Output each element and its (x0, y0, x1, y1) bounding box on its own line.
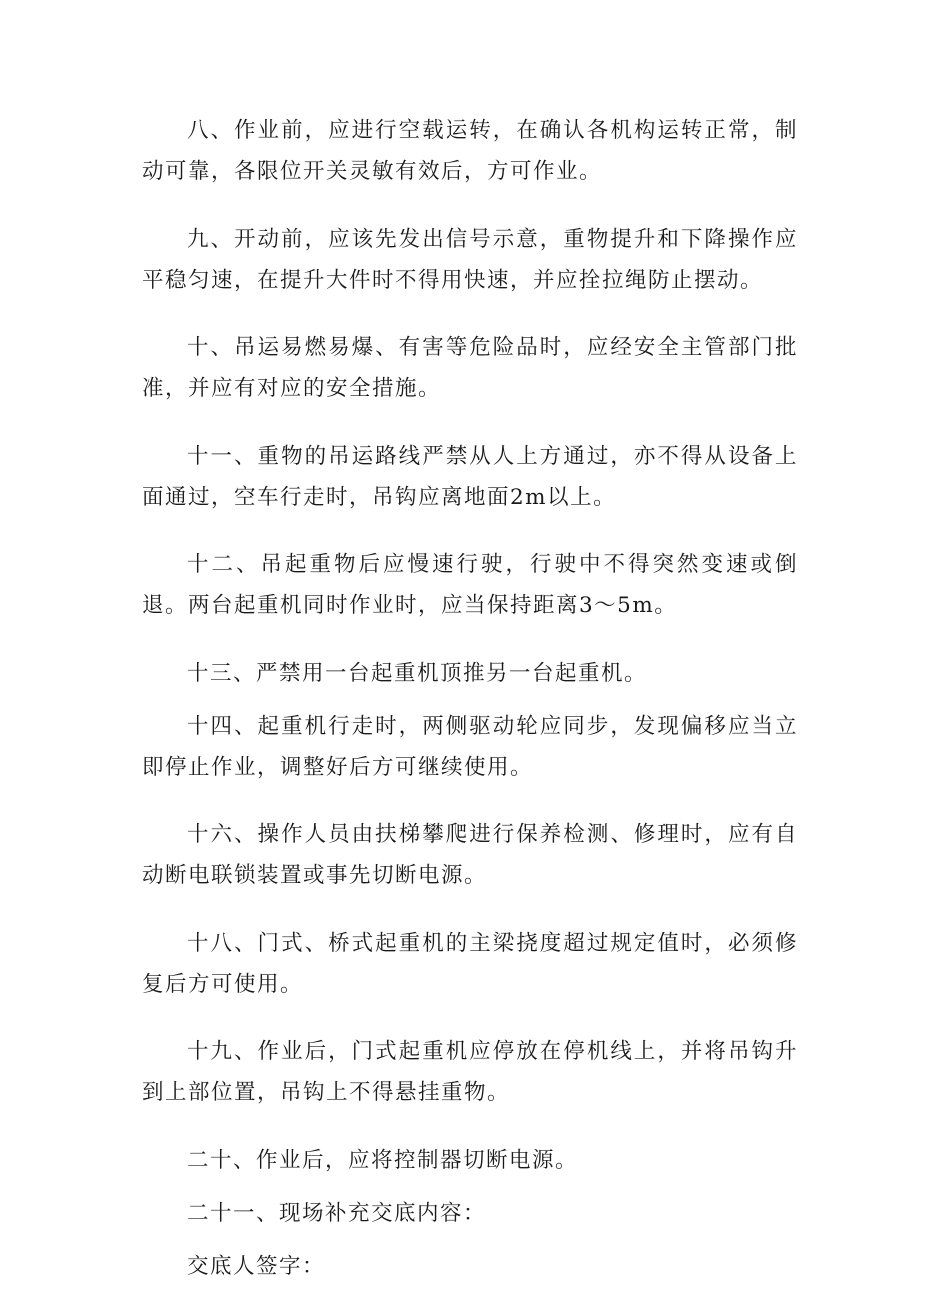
paragraph-9: 九、开动前，应该先发出信号示意，重物提升和下降操作应平稳匀速，在提升大件时不得用快速，并应拴拉绳防止摆动。 (142, 226, 798, 293)
paragraph-19: 十九、作业后，门式起重机应停放在停机线上，并将吊钩升到上部位置，吊钩上不得悬挂重物。 (142, 1039, 798, 1105)
paragraph-12: 十二、吊起重物后应慢速行驶，行驶中不得突然变速或倒退。两台起重机同时作业时，应当保持距离3～5m。 (142, 552, 798, 618)
paragraph-20: 二十、作业后，应将控制器切断电源。 (187, 1147, 579, 1173)
paragraph-18: 十八、门式、桥式起重机的主梁挠度超过规定值时，必须修复后方可使用。 (142, 930, 798, 997)
paragraph-8: 八、作业前，应进行空载运转，在确认各机构运转正常，制动可靠，各限位开关灵敏有效后，方可作业。 (142, 118, 798, 184)
signature-line: 交底人签字： (187, 1253, 326, 1279)
paragraph-13: 十三、严禁用一台起重机顶推另一台起重机。 (187, 660, 648, 686)
paragraph-11: 十一、重物的吊运路线严禁从人上方通过，亦不得从设备上面通过，空车行走时，吊钩应离地面2m以上。 (142, 443, 798, 510)
paragraph-14: 十四、起重机行走时，两侧驱动轮应同步，发现偏移应当立即停止作业，调整好后方可继续使用。 (142, 713, 798, 780)
document-body (142, 110, 798, 1299)
paragraph-10: 十、吊运易燃易爆、有害等危险品时，应经安全主管部门批准，并应有对应的安全措施。 (142, 335, 798, 401)
paragraph-16: 十六、操作人员由扶梯攀爬进行保养检测、修理时，应有自动断电联锁装置或事先切断电源。 (142, 822, 798, 888)
paragraph-21: 二十一、现场补充交底内容： (187, 1200, 487, 1226)
